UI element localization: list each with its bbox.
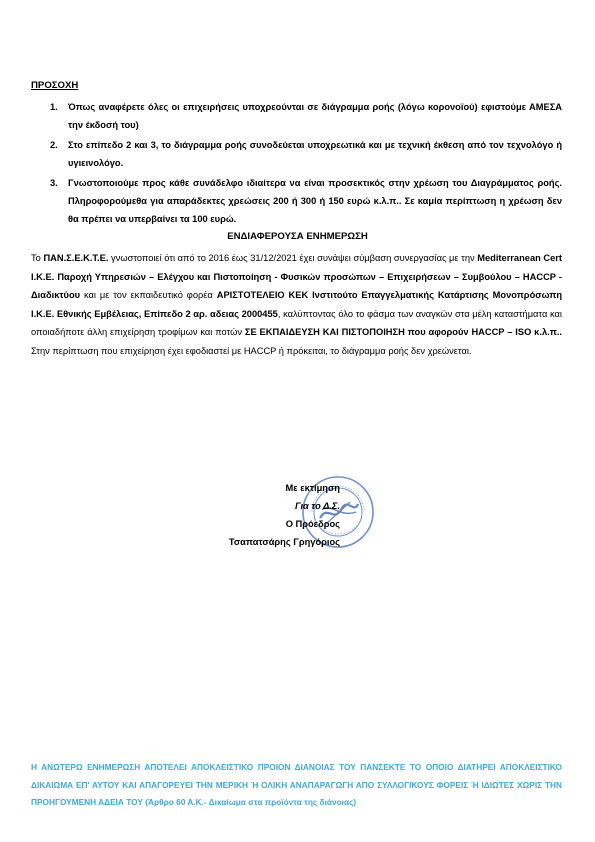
services-highlight: ΣΕ ΕΚΠΑΙΔΕΥΣΗ ΚΑΙ ΠΙΣΤΟΠΟΙΗΣΗ που αφορούν HACCP – ISO κ.λ.π..: [244, 327, 562, 337]
notice-text: Στο επίπεδο 2 και 3, το διάγραμμα ροής συνοδεύεται υποχρεωτικά και με τεχνική έκθεση από τον τεχνολόγο ή υγιεινολόγο.: [68, 140, 562, 168]
news-text: και με τον εκπαιδευτικό φορέα: [80, 290, 217, 300]
notice-list: [50, 98, 562, 230]
notice-item: [50, 174, 562, 228]
board-line: Για το Δ.Σ.: [294, 501, 340, 511]
notice-text: Γνωστοποιούμε προς κάθε συνάδελφο ιδιαίτερα να είναι προσεκτικός στην χρέωση του Διαγράμματος ροής. Πληροφορούμεθα για απαράδεκτες χρεώσεις 200 ή 300 ή 150 ευρώ κ.λ.π.. Σε καμία περίπτωση η χρέωση δεν θα πρέπει να υπερβαίνει τα 100 ευρώ.: [68, 178, 562, 224]
notice-item: [50, 136, 562, 172]
notice-number: 1.: [50, 102, 58, 112]
notice-text: Όπως αναφέρετε όλες οι επιχειρήσεις υποχρεούνται σε διάγραμμα ροής (λόγω κορονοϊού) εφιστούμε ΑΜΕΣΑ την έκδοσή του): [68, 102, 562, 130]
signature-block: [200, 479, 340, 551]
organization-name: ΠΑΝ.Σ.Ε.Κ.Τ.Ε.: [43, 253, 109, 263]
president-name: Τσαπατσάρης Γρηγόριος: [228, 537, 340, 547]
president-title: Ο Πρόεδρος: [285, 519, 340, 529]
notice-item: [50, 98, 562, 134]
partner-training: ΑΡΙΣΤΟΤΕΛΕΙΟ ΚΕΚ Ινστιτούτο Επαγγελματικής Κατάρτισης Μονοπρόσωπη Ι.Κ.Ε. Εθνικής Εμβέλειας, Επίπεδο 2 αρ. αδειας 2000455: [31, 290, 562, 319]
news-heading: ΕΝΔΙΑΦΕΡΟΥΣΑ ΕΝΗΜΕΡΩΣΗ: [227, 231, 368, 242]
news-paragraph: [31, 249, 562, 360]
warning-heading: ΠΡΟΣΟΧΗ: [31, 80, 79, 91]
partner-certifier: Mediterranean Cert Ι.Κ.Ε. Παροχή Υπηρεσιών – Ελέγχου και Πιστοποίηση - Φυσικών προσώπων – Επιχειρήσεων – Συμβούλου – HACCP - Διαδικτύου: [31, 253, 562, 300]
news-text: γνωστοποιεί ότι από το 2016 έως 31/12/2021 έχει συνάψει σύμβαση συνεργασίας με την: [108, 253, 478, 263]
news-text: Στην περίπτωση που επιχείρηση έχει εφοδιαστεί με HACCP ή πρόκειται, το διάγραμμα ροής δεν χρεώνεται.: [31, 345, 472, 356]
notice-number: 3.: [50, 178, 58, 188]
closing-line: Με εκτίμηση: [285, 483, 340, 493]
news-text: Το: [31, 253, 44, 263]
notice-number: 2.: [50, 140, 58, 150]
copyright-notice: Η ΑΝΩΤΕΡΩ ΕΝΗΜΕΡΩΣΗ ΑΠΟΤΕΛΕΙ ΑΠΟΚΛΕΙΣΤΙΚΟ ΠΡΟΙΟΝ ΔΙΑΝΟΙΑΣ ΤΟΥ ΠΑΝΣΕΚΤΕ ΤΟ ΟΠΟΙΟ ΔΙΑΤΗΡΕΙ ΑΠΟΚΛΕΙΣΤΙΚΟ ΔΙΚΑΙΩΜΑ ΕΠ' ΑΥΤΟΥ ΚΑΙ ΑΠΑΓΟΡΕΥΕΙ ΤΗΝ ΜΕΡΙΚΗ Ή ΟΛΙΚΗ ΑΝΑΠΑΡΑΓΩΓΗ ΑΠΟ ΣΥΛΛΟΓΙΚΟΥΣ ΦΟΡΕΙΣ Ή ΙΔΙΩΤΕΣ ΧΩΡΙΣ ΤΗΝ ΠΡΟΗΓΟΥΜΕΝΗ ΑΔΕΙΑ ΤΟΥ (Άρθρο 60 Α.Κ.- Δικαίωμα στα προϊόντα της διάνοιας): [31, 762, 562, 808]
news-text: , καλύπτοντας όλο το φάσμα των αναγκών στα μέλη καταστήματα και οποιαδήποτε άλλη επιχείρηση τροφίμων και ποτών: [31, 308, 562, 337]
